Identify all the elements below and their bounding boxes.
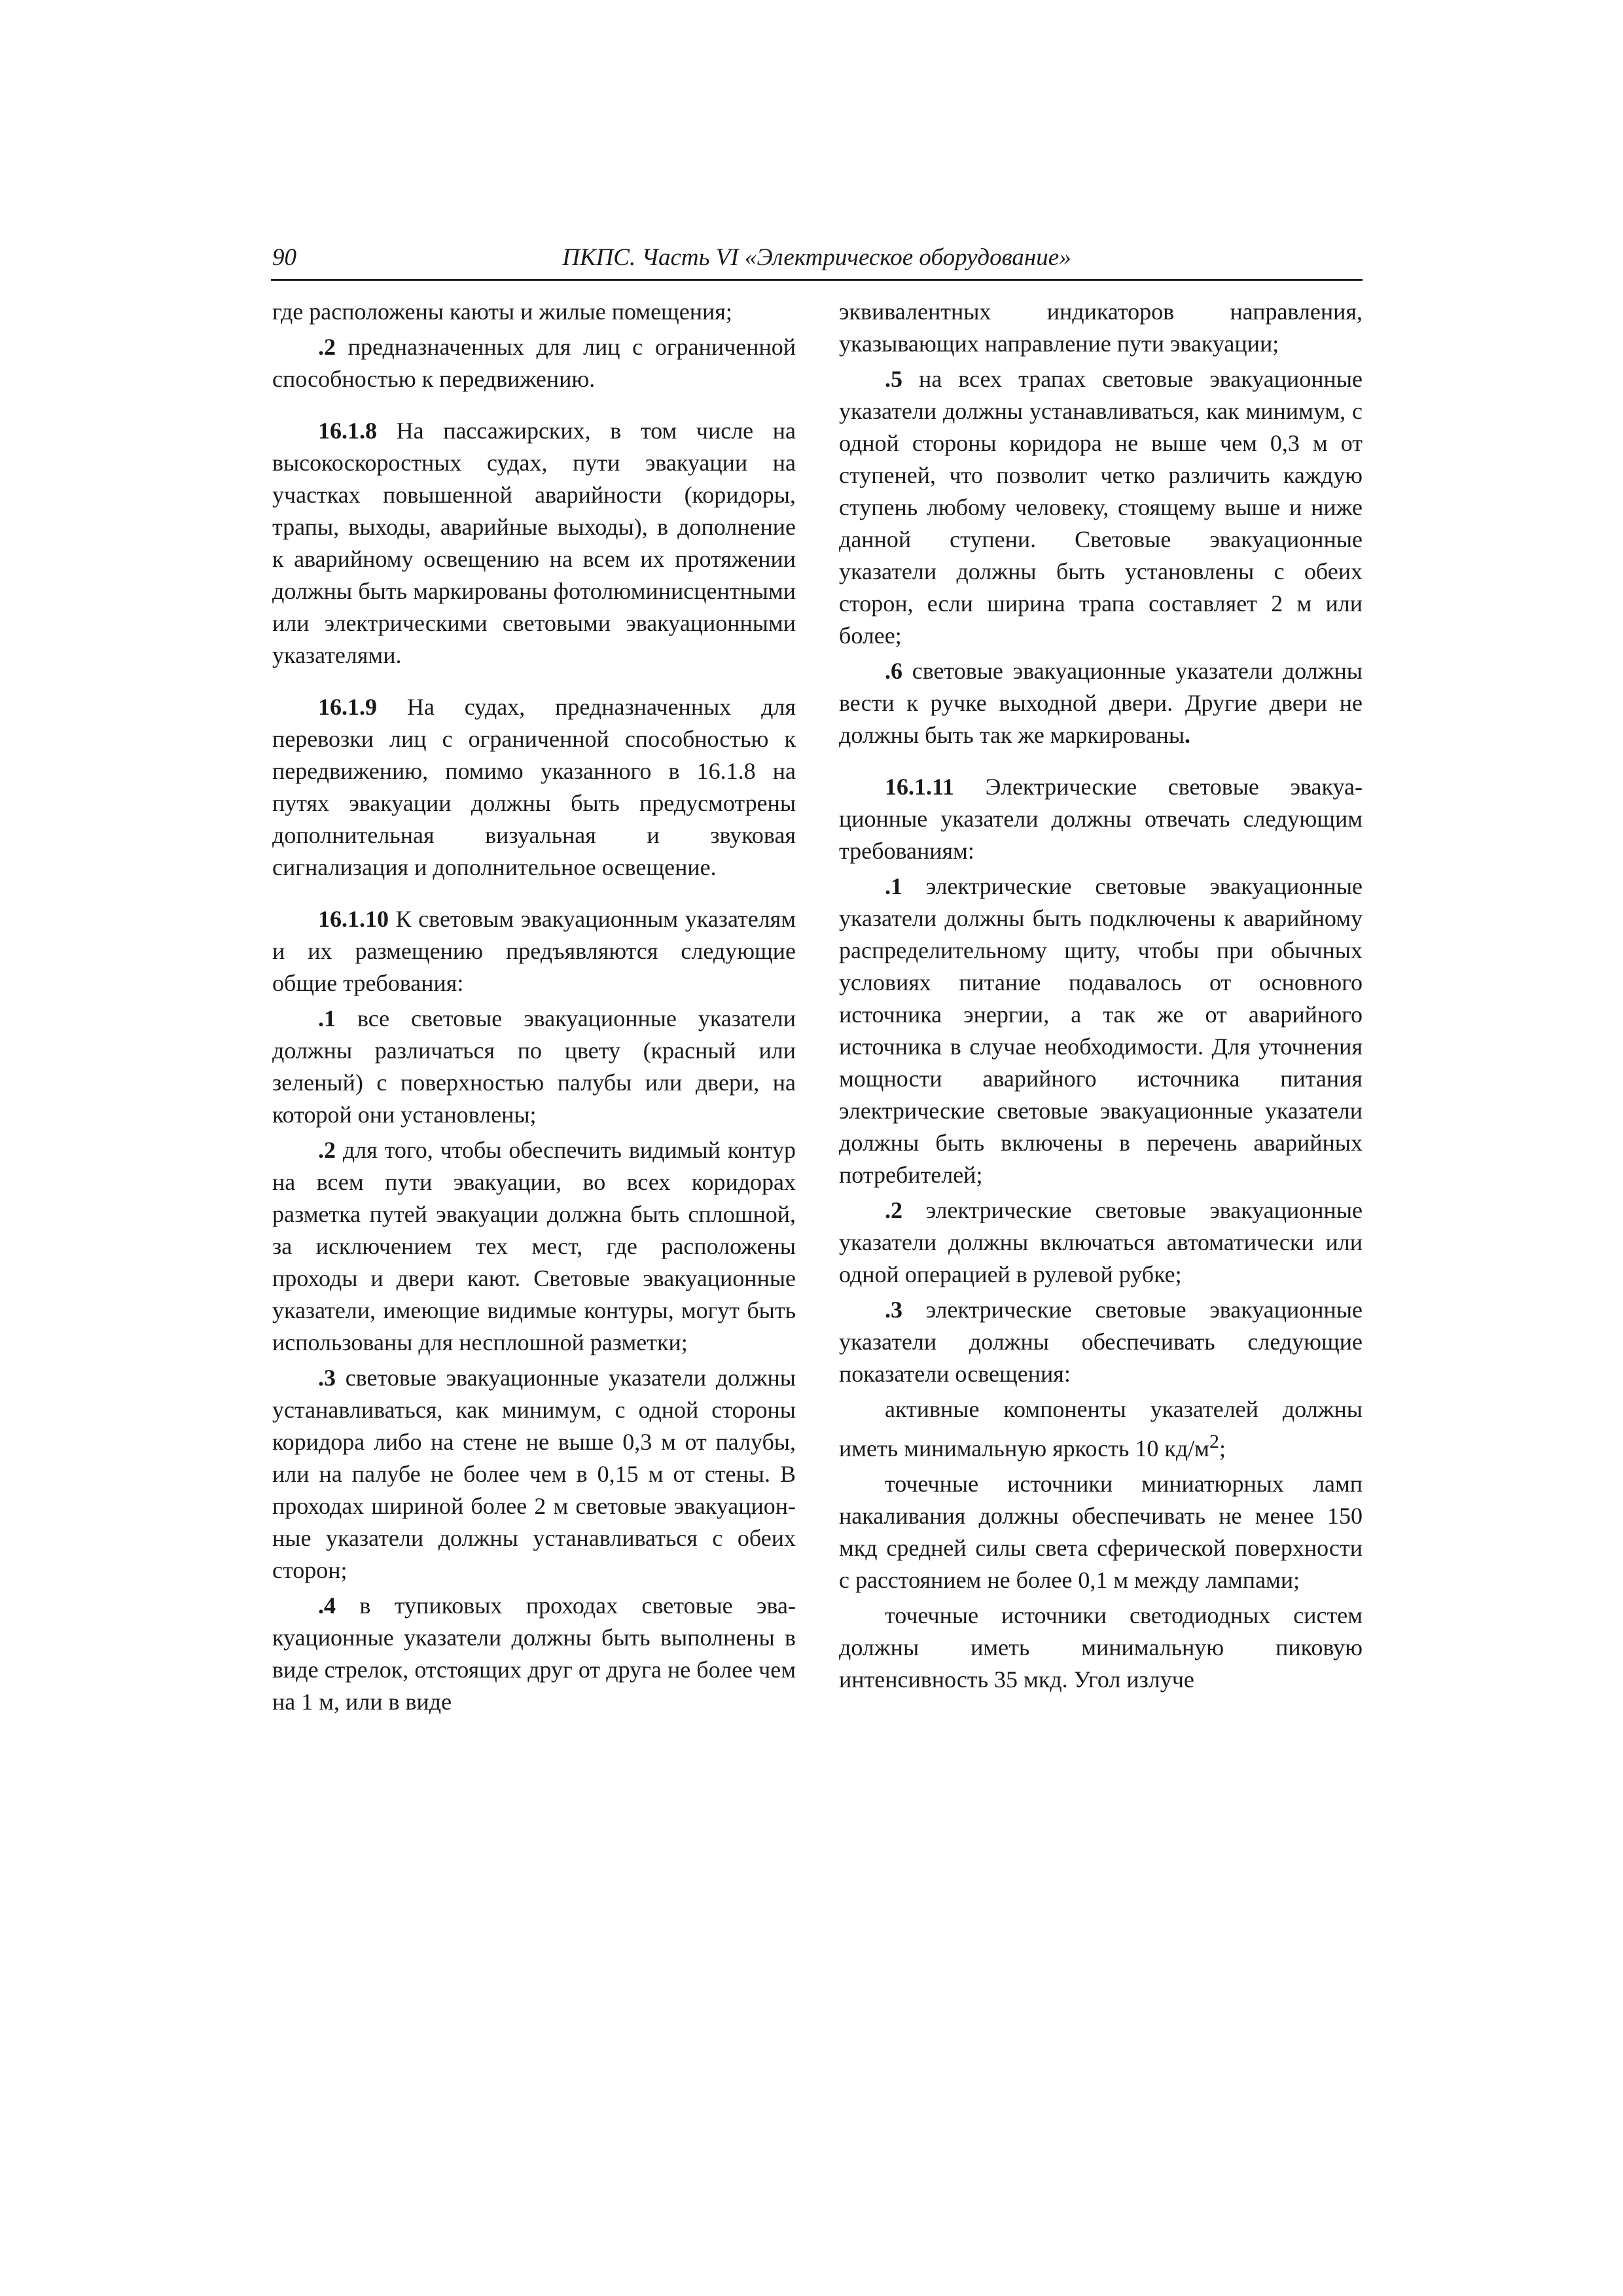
requirement-active-components: активные компоненты указателей должны иметь минимальную яркость 10 $кд/м^2$; <box>839 1396 1363 1462</box>
list-item-5: .5 на всех трапах световые эвакуационные указатели должны устанавливаться, как минимум, с одной стороны коридора не выше чем 0,3 м от ступеней, что позволит четко различить каждую ступень любому человеку, стоящему выше и ниже данной ступени. Световые эвакуационные указатели должны быть установлены с обеих сторон, если ширина трапа составляет 2 м или более; <box>839 366 1363 649</box>
page-number: 90 <box>272 244 296 271</box>
list-item-2: .2 для того, чтобы обеспечить видимый контур на всем пути эвакуации, во всех коридорах разметка путей эвакуации должна быть сплошной, за исключением тех мест, где расположены проходы и двери кают. Световые эвакуационные указатели, имеющие видимые контуры, могут быть использованы для несплошной разметки; <box>272 1137 796 1355</box>
list-item-4: .4 в тупиковых проходах световые эвакуационные указатели должны быть выполнены в виде стрелок, отстоящих друг от друга не более чем на 1 м, или в виде <box>272 1592 796 1715</box>
list-item-1: .1 все световые эвакуационные указатели должны различаться по цвету (красный или зеленый) с поверхностью палубы или двери, на которой они установлены; <box>272 1005 796 1128</box>
list-item-6: .6 световые эвакуационные указатели должны вести к ручке выходной двери. Другие двери не должны быть так же маркированы. <box>839 658 1363 748</box>
section-16-1-9: 16.1.9 На судах, предназначенных для перевозки лиц с ограниченной способностью к передвижению, помимо указанного в 16.1.8 на путях эвакуации должны быть предусмотрены дополнительная визуальная и звуковая сигнализация и дополнительное освещение. <box>272 694 796 880</box>
list-item-1: .1 электрические световые эвакуационные указатели должны быть подключены к аварийному распределительному щиту, чтобы при обычных условиях питание подавалось от основного источника энергии, а так же от аварийного источника в случае необходимости. Для уточнения мощности аварийного источника питания электрические световые эвакуационные указатели должны быть включены в перечень аварийных потребителей; <box>839 873 1363 1188</box>
requirement-led-systems: точечные источники светодиодных систем должны иметь минимальную пиковую интенсивность 35 мкд. Угол излуче <box>839 1602 1363 1693</box>
paragraph-continuation: эквивалентных индикаторов направления, указывающих направление пути эвакуации; <box>839 298 1363 357</box>
left-column <box>272 296 796 1721</box>
section-16-1-8: 16.1.8 На пассажирских, в том числе на высокоскоростных судах, пути эвакуации на участках повышенной аварийности (коридоры, трапы, выходы, аварийные выходы), в дополнение к аварийному освещению на всем их протяжении должны быть маркированы фотолюминисцентными или электрическими световыми эвакуационными указателями. <box>272 418 796 668</box>
page-header <box>271 237 1363 281</box>
list-item-3: .3 световые эвакуационные указатели должны устанавливаться, как минимум, с одной стороны коридора либо на стене не выше 0,3 м от палубы, или на палубе не более чем в 0,15 м от стены. В проходах шириной более 2 м световые эвакуационные указатели должны устанавливаться с обеих сторон; <box>272 1365 796 1583</box>
requirement-miniature-lamps: точечные источники миниатюрных ламп накаливания должны обеспечивать не менее 150 мкд средней силы света сферической поверхности с расстоянием не более 0,1 м между лампами; <box>839 1471 1363 1593</box>
paragraph-continuation: где расположены каюты и жилые помещения; <box>272 298 732 325</box>
running-title: ПКПС. Часть VI «Электрическое оборудование» <box>562 244 1071 271</box>
section-16-1-11: 16.1.11 Электрические световые эвакуационные указатели должны отвечать следующим требованиям: <box>839 774 1363 864</box>
list-item-2: .2 предназначенных для лиц с ограниченной способностью к передвижению. <box>272 334 796 392</box>
section-16-1-10: 16.1.10 К световым эвакуационным указателям и их размещению предъявляются следующие общие требования: <box>272 906 796 996</box>
list-item-2: .2 электрические световые эвакуационные указатели должны включаться автоматически или одной операцией в рулевой рубке; <box>839 1197 1363 1287</box>
right-column <box>839 296 1363 1699</box>
list-item-3: .3 электрические световые эвакуационные указатели должны обеспечивать следующие показатели освещения: <box>839 1297 1363 1387</box>
